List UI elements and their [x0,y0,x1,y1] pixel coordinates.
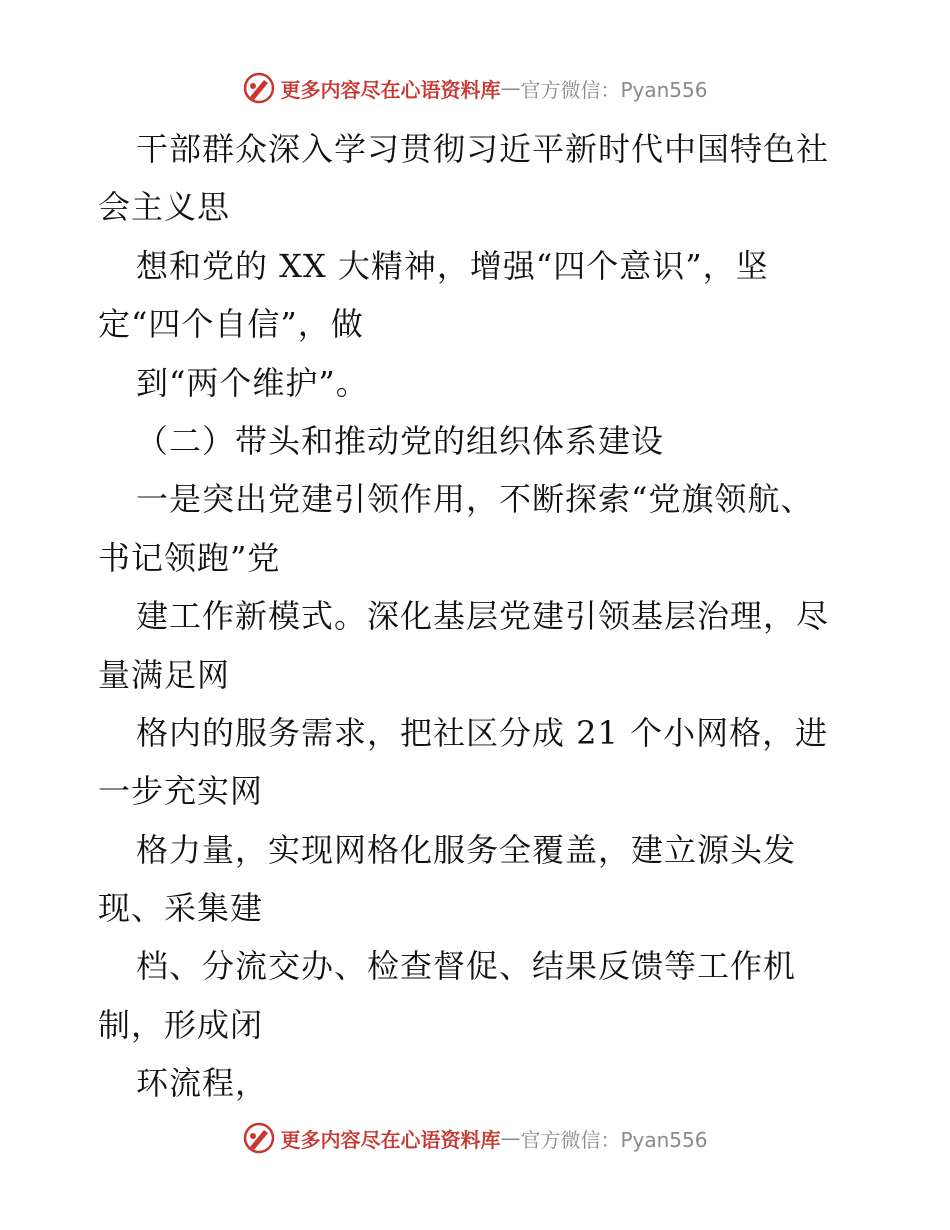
paragraph-line: 定“四个自信”，做 [98,305,364,344]
site-name-text: 更多内容尽在心语资料库 [280,77,501,102]
section-heading: （二）带头和推动党的组织体系建设 [136,421,665,460]
paragraph-line: 建工作新模式。深化基层党建引领基层治理，尽 [136,597,830,636]
paragraph-line: 制，形成闭 [98,1005,264,1044]
separator-dash: — [500,1126,521,1150]
paragraph-line: 一步充实网 [98,772,264,811]
paragraph-line: 环流程， [136,1064,269,1103]
paragraph-line: 书记领跑”党 [98,538,281,577]
paragraph-line: 档、分流交办、检查督促、结果反馈等工作机 [136,947,797,986]
contact-text: 官方微信：Pyan556 [520,1127,708,1152]
paragraph-line: 现、采集建 [98,889,264,928]
paragraph-line: 一是突出党建引领作用，不断探索“党旗领航、 [136,480,814,519]
contact-text: 官方微信：Pyan556 [520,77,708,102]
separator-dash: — [500,76,521,100]
document-body [98,120,858,1113]
pen-seal-icon [242,1121,276,1155]
paragraph-line: 格内的服务需求，把社区分成 21 个小网格，进 [136,713,829,752]
site-name-text: 更多内容尽在心语资料库 [280,1127,501,1152]
paragraph-line: 量满足网 [98,655,231,694]
paragraph-line: 格力量，实现网格化服务全覆盖，建立源头发 [136,830,797,869]
footer-watermark [0,1121,950,1155]
paragraph-line: 会主义思 [98,188,231,227]
header-watermark [0,71,950,105]
pen-seal-icon [242,71,276,105]
paragraph-line: 到“两个维护”。 [136,363,369,402]
paragraph-line: 想和党的 XX 大精神，增强“四个意识”，坚 [136,246,769,285]
paragraph-line: 干部群众深入学习贯彻习近平新时代中国特色社 [136,130,830,168]
